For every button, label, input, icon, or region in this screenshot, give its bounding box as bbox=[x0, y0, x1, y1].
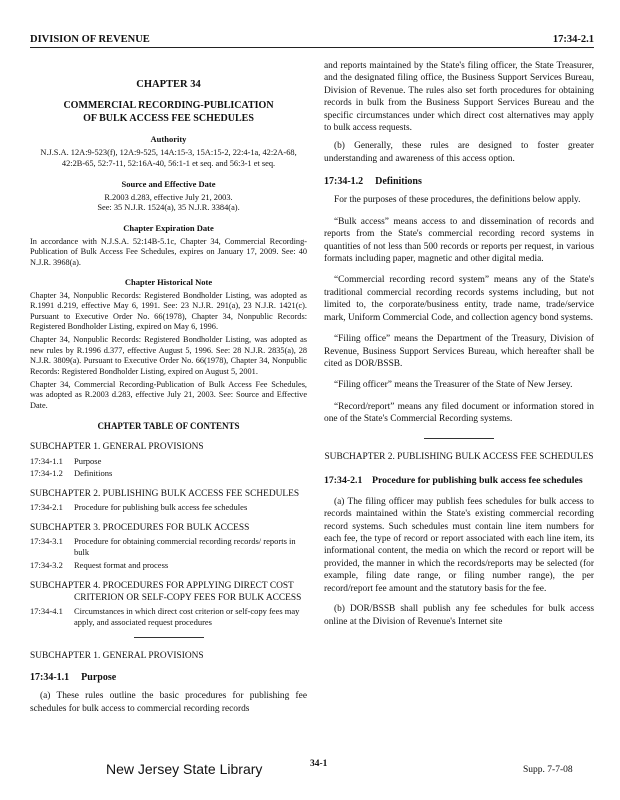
section-title: Definitions bbox=[375, 176, 422, 188]
section-heading-purpose bbox=[30, 672, 307, 685]
purpose-paragraph-a: (a) These rules outline the basic procedures for publishing fee schedules for bulk access to commercial recording records bbox=[30, 691, 307, 714]
toc-entry bbox=[30, 502, 307, 513]
source-line-1: R.2003 d.283, effective July 21, 2003. bbox=[104, 192, 233, 202]
expiration-paragraph: In accordance with N.J.S.A. 52:14B-5.1c, Chapter 34, Commercial Recording-Publication of Bulk Access Fee Schedules, expires on January 17, 2009. See: 40 N.J.R. 3968(a). bbox=[30, 237, 307, 267]
historical-paragraph-2: Chapter 34, Nonpublic Records: Registered Bondholder Listing, was adopted as new rules by R.1996 d.377, effective August 5, 1996. See: 28 N.J.R. 2835(a), 28 N.J.R. 3809(a). Pursuant to Executive Order No. 66(1978), Chapter 34, Nonpublic Records: Registered Bondholder Listing, expired on August 5, 2001. bbox=[30, 335, 307, 376]
left-column bbox=[30, 60, 307, 715]
supplement-date: Supp. 7-7-08 bbox=[523, 765, 573, 775]
definition-bulk-access: “Bulk access” means access to and dissemination of records and reports from the State's commercial recording record systems in quantities of not less than 500 records or reports per request, in various formats including paper, magnetic and other digital media. bbox=[324, 216, 594, 265]
chapter-title-line-2: OF BULK ACCESS FEE SCHEDULES bbox=[83, 113, 254, 125]
subchapter-1-heading: SUBCHAPTER 1. GENERAL PROVISIONS bbox=[30, 650, 204, 661]
source-heading: Source and Effective Date bbox=[121, 178, 216, 189]
right-column bbox=[324, 60, 594, 628]
toc-entry-number: 17:34-3.2 bbox=[30, 559, 63, 570]
section-title: Purpose bbox=[81, 671, 117, 683]
toc-subchapter-3: SUBCHAPTER 3. PROCEDURES FOR BULK ACCESS bbox=[30, 523, 250, 534]
toc-entry-title: Circumstances in which direct cost criterion or self-copy fees may apply, and associated request procedures bbox=[74, 605, 300, 627]
chapter-title-line-1: COMMERCIAL RECORDING-PUBLICATION bbox=[63, 100, 274, 112]
header-section-number: 17:34-2.1 bbox=[552, 34, 594, 45]
procedure-paragraph-b: (b) DOR/BSSB shall publish any fee schedules for bulk access online at the Division of Revenue's Internet site bbox=[324, 604, 594, 627]
section-heading-definitions bbox=[324, 175, 594, 188]
expiration-heading: Chapter Expiration Date bbox=[123, 223, 214, 234]
historical-note bbox=[30, 291, 307, 411]
toc-subchapter-1: SUBCHAPTER 1. GENERAL PROVISIONS bbox=[30, 442, 204, 453]
page-number: 34-1 bbox=[310, 759, 328, 769]
authority-heading: Authority bbox=[150, 134, 187, 145]
section-title: Procedure for publishing bulk access fee schedules bbox=[372, 474, 583, 486]
definition-filing-office: “Filing office” means the Department of the Treasury, Division of Revenue, Business Support Services Bureau, which hereafter shall be cited as DOR/BSSB. bbox=[324, 334, 594, 369]
toc-entry-title: Purpose bbox=[74, 455, 102, 466]
section-number: 17:34-1.2 bbox=[324, 176, 364, 188]
definition-filing-officer: “Filing officer” means the Treasurer of the State of New Jersey. bbox=[334, 380, 573, 391]
running-header bbox=[30, 34, 594, 48]
section-divider bbox=[424, 438, 494, 439]
definitions-intro: For the purposes of these procedures, the definitions below apply. bbox=[334, 195, 581, 206]
toc-subchapter-2: SUBCHAPTER 2. PUBLISHING BULK ACCESS FEE SCHEDULES bbox=[30, 489, 300, 500]
toc-entry-number: 17:34-3.1 bbox=[30, 536, 63, 547]
definition-record-report: “Record/report” means any filed document or information stored in one of the State's Commercial Recording systems. bbox=[324, 401, 594, 425]
purpose-continued: and reports maintained by the State's filing officer, the State Treasurer, and the designated filing office, the Business Support Services Bureau, Division of Revenue. The rules also set forth procedures for obtaining records in bulk from the Business Support Services Bureau and the specific circumstances under which direct cost alternatives may apply to bulk access requests. bbox=[324, 61, 594, 134]
authority-text: N.J.S.A. 12A:9-523(f), 12A:9-525, 14A:15-3, 15A:15-2, 22:4-1a, 42:2A-68, 42:2B-65, 52:7-11, 52:16A-40, 56:1-1 et seq. and 56:3-1 et seq. bbox=[40, 148, 297, 169]
toc-entry-title: Procedure for obtaining commercial recording records/ reports in bulk bbox=[74, 536, 296, 558]
toc-heading: CHAPTER TABLE OF CONTENTS bbox=[97, 420, 240, 431]
definition-commercial-recording-record-system: “Commercial recording record system” means any of the State's traditional commercial recording records systems including, but not limited to, the corporate/business entity, trade name, trade/service mark, Uniform Commercial Code, and collection agency bond systems. bbox=[324, 275, 594, 323]
subchapter-2-heading: SUBCHAPTER 2. PUBLISHING BULK ACCESS FEE SCHEDULES bbox=[324, 451, 594, 462]
toc-entry-number: 17:34-1.1 bbox=[30, 455, 63, 466]
toc-entry bbox=[30, 606, 307, 628]
historical-note-heading: Chapter Historical Note bbox=[124, 277, 213, 288]
section-number: 17:34-2.1 bbox=[324, 474, 363, 486]
historical-paragraph-3: Chapter 34, Commercial Recording-Publication of Bulk Access Fee Schedules, was adopted as R.2003 d.283, effective July 21, 2003. See: Source and Effective Date. bbox=[30, 379, 307, 410]
page-footer bbox=[0, 761, 620, 791]
chapter-title bbox=[30, 99, 307, 125]
source-line-2: See: 35 N.J.R. 1524(a), 35 N.J.R. 3384(a). bbox=[97, 203, 240, 213]
section-number: 17:34-1.1 bbox=[30, 671, 70, 683]
toc-entry-number: 17:34-4.1 bbox=[30, 605, 63, 616]
toc-entry-number: 17:34-2.1 bbox=[30, 502, 63, 513]
toc-entry bbox=[30, 468, 307, 479]
header-rule bbox=[30, 47, 594, 48]
toc-entry bbox=[30, 456, 307, 467]
chapter-number: CHAPTER 34 bbox=[136, 79, 201, 90]
toc-entry-title: Definitions bbox=[74, 468, 113, 479]
section-divider bbox=[134, 637, 204, 638]
toc-subchapter-4: SUBCHAPTER 4. PROCEDURES FOR APPLYING DIRECT COST CRITERION OR SELF-COPY FEES FOR BULK ACCESS bbox=[30, 580, 302, 603]
purpose-paragraph-b: (b) Generally, these rules are designed to foster greater understanding and awareness of this access option. bbox=[324, 141, 594, 164]
expiration-text bbox=[30, 237, 307, 268]
library-watermark: New Jersey State Library bbox=[106, 761, 263, 777]
toc-entry bbox=[30, 536, 307, 558]
header-division: DIVISION OF REVENUE bbox=[30, 34, 150, 45]
historical-paragraph-1: Chapter 34, Nonpublic Records: Registered Bondholder Listing, was adopted as R.1991 d.219, effective May 6, 1991. See: 23 N.J.R. 291(a), 23 N.J.R. 1421(c). Pursuant to Executive Order No. 66(1978), Chapter 34, Nonpublic Records: Registered Bondholder Listing, expired on May 6, 1996. bbox=[30, 291, 307, 332]
toc-entry bbox=[30, 560, 307, 571]
procedure-paragraph-a: (a) The filing officer may publish fees schedules for bulk access to records maintained within the State's existing commercial recording record systems. Such schedules must contain line item numbers for each fee, the type of record or report associated with each line item, its informational content, the media on which the record or report will be provided, the manner in which the records/reports may be selected (for example, filing date range, or filing number range), the per record/report fee amount and the statutory basis for the fee. bbox=[324, 496, 594, 594]
toc-entry-title: Request format and process bbox=[74, 559, 169, 570]
section-heading-procedure bbox=[324, 475, 594, 488]
toc-entry-title: Procedure for publishing bulk access fee schedules bbox=[74, 502, 248, 513]
toc-entry-number: 17:34-1.2 bbox=[30, 468, 63, 479]
